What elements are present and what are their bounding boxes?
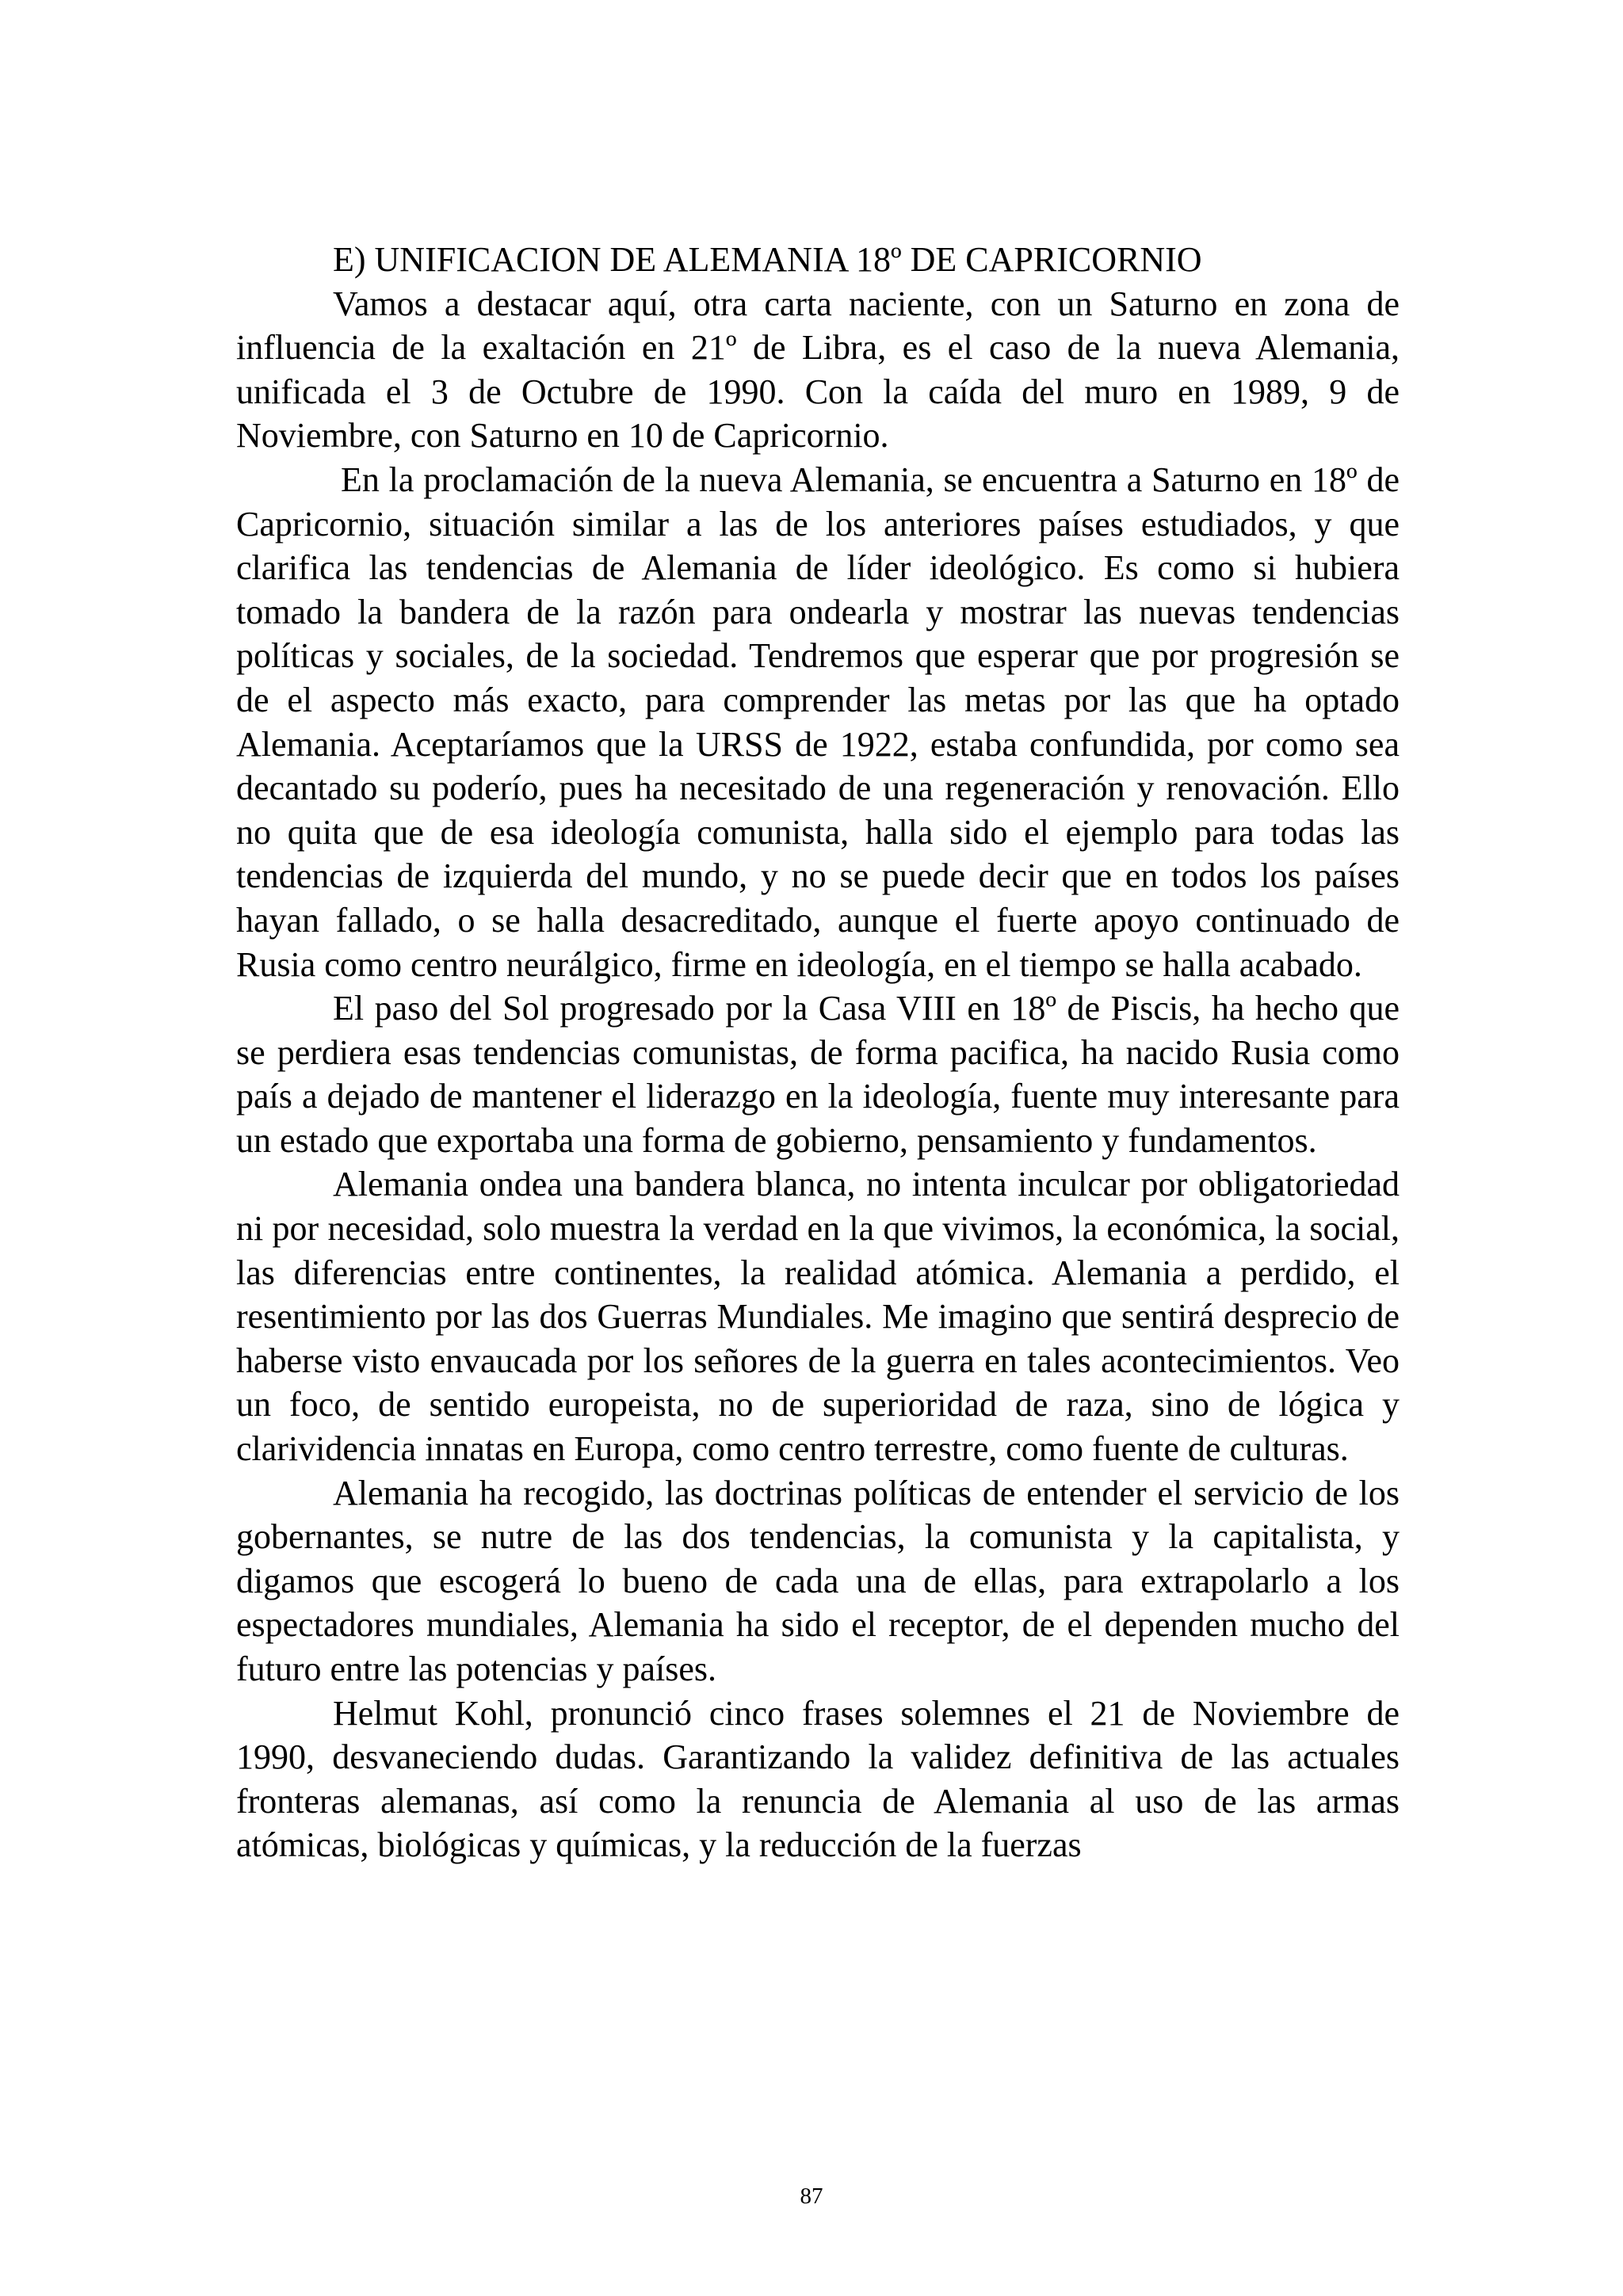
section-heading: E) UNIFICACION DE ALEMANIA 18º DE CAPRICORNIO	[333, 240, 1202, 279]
paragraph-5: Alemania ha recogido, las doctrinas políticas de entender el servicio de los gobernantes, se nutre de las dos tendencias, la comunista y la capitalista, y digamos que escogerá lo bueno de cada una de ellas, para extrapolarlo a los espectadores mundiales, Alemania ha sido el receptor, de el dependen mucho del futuro entre las potencias y países.	[236, 1473, 1400, 1688]
paragraph-1: Vamos a destacar aquí, otra carta naciente, con un Saturno en zona de influencia de la exaltación en 21º de Libra, es el caso de la nueva Alemania, unificada el 3 de Octubre de 1990. Con la caída del muro en 1989, 9 de Noviembre, con Saturno en 10 de Capricornio.	[236, 284, 1400, 456]
page-number: 87	[800, 2183, 823, 2209]
paragraph-6: Helmut Kohl, pronunció cinco frases solemnes el 21 de Noviembre de 1990, desvaneciendo dudas. Garantizando la validez definitiva de las actuales fronteras alemanas, así como la renuncia de Alemania al uso de las armas atómicas, biológicas y químicas, y la reducción de la fuerzas	[236, 1693, 1400, 1865]
paragraph-4: Alemania ondea una bandera blanca, no intenta inculcar por obligatoriedad ni por necesidad, solo muestra la verdad en la que vivimos, la económica, la social, las diferencias entre continentes, la realidad atómica. Alemania a perdido, el resentimiento por las dos Guerras Mundiales. Me imagino que sentirá desprecio de haberse visto envaucada por los señores de la guerra en tales acontecimientos. Veo un foco, de sentido europeista, no de superioridad de raza, sino de lógica y clarividencia innatas en Europa, como centro terrestre, como fuente de culturas.	[236, 1165, 1400, 1469]
paragraph-3: El paso del Sol progresado por la Casa VIII en 18º de Piscis, ha hecho que se perdiera esas tendencias comunistas, de forma pacifica, ha nacido Rusia como país a dejado de mantener el liderazgo en la ideología, fuente muy interesante para un estado que exportaba una forma de gobierno, pensamiento y fundamentos.	[236, 989, 1400, 1160]
page-body	[236, 238, 1400, 1867]
paragraph-2: En la proclamación de la nueva Alemania, se encuentra a Saturno en 18º de Capricornio, situación similar a las de los anteriores países estudiados, y que clarifica las tendencias de Alemania de líder ideológico. Es como si hubiera tomado la bandera de la razón para ondearla y mostrar las nuevas tendencias políticas y sociales, de la sociedad. Tendremos que esperar que por progresión se de el aspecto más exacto, para comprender las metas por las que ha optado Alemania. Aceptaríamos que la URSS de 1922, estaba confundida, por como sea decantado su poderío, pues ha necesitado de una regeneración y renovación. Ello no quita que de esa ideología comunista, halla sido el ejemplo para todas las tendencias de izquierda del mundo, y no se puede decir que en todos los países hayan fallado, o se halla desacreditado, aunque el fuerte apoyo continuado de Rusia como centro neurálgico, firme en ideología, en el tiempo se halla acabado.	[236, 460, 1400, 984]
